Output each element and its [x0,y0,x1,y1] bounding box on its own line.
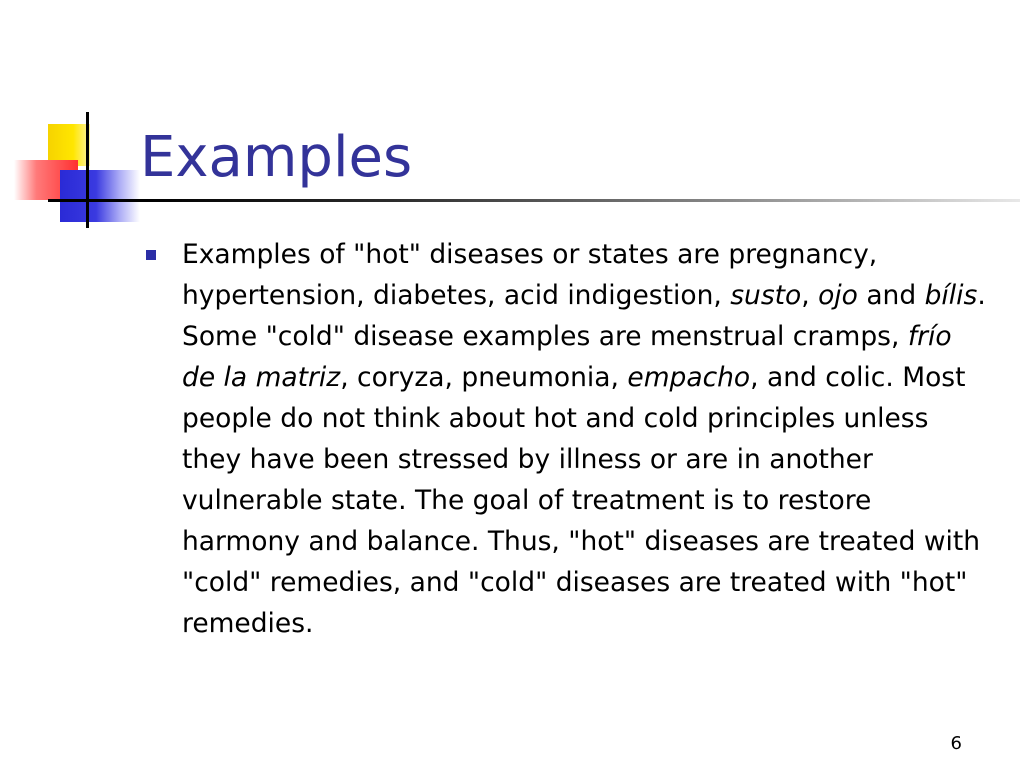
title-underline [48,199,1020,202]
italic-term-empacho: empacho [627,362,751,393]
text-segment: , and colic. Most people do not think about hot and cold principles unless they have been stressed by illness or are in another vulnerable state. The goal of treatment is to restore harmony and balance. Thus, "hot" diseases are treated with "cold" remedies, and "cold" diseases are treated with "hot" remedies. [182,362,981,639]
text-segment: Examples of "hot" diseases or states are pregnancy, hypertension, diabetes, acid indigestion, [182,239,878,311]
italic-term-bilis: bílis [924,280,978,311]
text-segment: . Some "cold" disease examples are menstrual cramps, [182,280,986,352]
slide-title: Examples [140,125,413,190]
text-segment: , [801,280,819,311]
italic-term-susto: susto [730,280,802,311]
italic-term-frio-de-la-matriz: frío de la matriz [182,321,952,393]
italic-term-ojo: ojo [818,280,858,311]
bullet-text [182,234,992,644]
logo-vertical-line [86,112,89,228]
bullet-square-icon [146,250,156,260]
logo-blue-square [60,170,140,222]
text-segment: , coryza, pneumonia, [340,362,628,393]
decorative-logo [0,0,160,240]
text-segment: and [857,280,925,311]
page-number: 6 [950,733,962,754]
